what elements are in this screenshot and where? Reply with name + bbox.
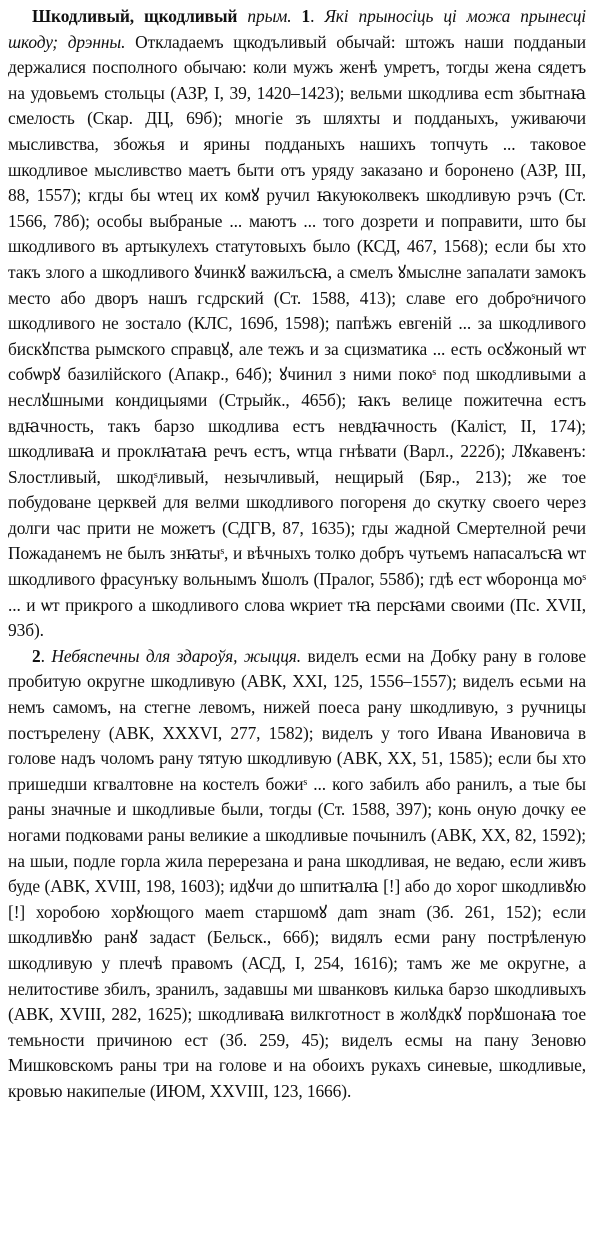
sense-definition-2: Небяспечны для здароўя, жыцця.: [51, 645, 302, 666]
sense-number-2: 2: [32, 645, 41, 666]
sense-number-1: 1: [301, 6, 311, 26]
sense-citations-2: виделъ есми на Добку рану в голове пробитую округне шкодливую (АВК, XXI, 125, 1556–1557); виделъ есьми на немъ самомъ, на стегне левомъ, нижей поеса рану шкодливую, з ручницы постърелену (АВК, XXXVI, 277, 1582); виделъ у того Ивана Ивановича в голове надъ чоломъ рану тятую шкодливую (АВК, XX, 51, 1585); если бы хто пришедши кгвалтовне на костелъ божиˢ ... кого забилъ або ранилъ, а тые бы раны значные и шкодливые были, тогды (Ст. 1588, 397); конь оную дочку ее ногами подковами раны великие а шкодливые почынилъ (АВК, XX, 82, 1592); на шыи, подле горла жила перерезана и рана шкодливая, не ведаю, если живъ буде (АВК, XVIII, 198, 1603); идꙋчи до шпитꙗлꙗ [!] або до хорог шкодливꙋю [!] хоробою хорꙋющого маеm старшомꙋ даm знаm (Зб. 261, 152); если шкодливꙋю ранꙋ задаст (Бельск., 66б); видялъ есми рану пострѣленую шкодливую у плечѣ правомъ (АСД, I, 254, 1616); тамъ же ме округне, а нелитостиве збилъ, зранилъ, задавшы ми шванковъ килька барзо шкодливыхъ (АВК, XVIII, 282, 1625); шкодливаꙗ вилкготност в жолꙋдкꙋ порꙋшонаꙗ тое темьности причиною ест (Зб. 259, 45); виделъ есмы на пану Зеновю Мишковскомъ раны три на голове и на обоихъ рукахъ синевые, шкодливые, кровью накипелые (ИЮМ, XXVIII, 123, 1666).: [8, 645, 586, 1101]
entry-sense-1: Шкодливый, щкодливый прым. 1. Якi прыносiць цi можа прынесцi шкоду; дрэнны. Откладаемъ щкодъливый обычай: штожъ наши подданыи держалися посполного обычаю: коли мужъ женѣ умретъ, тогды жена сядетъ на удовьемъ стольцы (АЗР, I, 39, 1420–1423); вельми шкодлива есm збытнаꙗ смелость (Скар. ДЦ, 69б); многiе зъ шляхты и подданыхъ, уживаючи мысливства, збожья и ярины подданыхъ нашихъ топчуть ... таковое шкодливое мысливство маетъ быти отъ уряду заказано и боронено (АЗР, III, 88, 1557); кгды бы ѡтец их комꙋ ручил ꙗкуюколвекъ шкодливую рэчъ (Ст. 1566, 78б); особы выбраные ... маютъ ... того дозрети и поправити, што бы шкодливого въ артыкулехъ статутовыхъ было (КСД, 467, 1568); если бы хто такъ злого а шкодливого ꙋчинкꙋ важилъсꙗ, а смелъ ꙋмыслне запалати замокъ место або дворъ нашъ гсдрский (Ст. 1588, 413); славе его доброˢничого шкодливого не зостало (КЛС, 169б, 1598); папѣжъ евгенiй ... за шкодливого бискꙋпства рымского справцꙋ, але тежъ и за сцизматика ... есть осꙋжоный ѡт собѡрꙋ базилiйского (Апакр., 64б); ꙋчинил з ними покоˢ под шкодливыми а неслꙋшными кондицыями (Стрыйк., 465б); ꙗкъ велице пожитечна естъ вдꙗчность, такъ барзо шкодлива естъ невдꙗчность (Калiст, II, 174); шкодливаꙗ и проклꙗтаꙗ речъ естъ, ѡтца гнѣвати (Варл., 222б); Лꙋкавенъ: Ѕлостливый, шкодˢливый, незычливый, нещирый (Бяр., 213); же тое побудоване церквей для велми шкодливого погореня до скутку своего через долги час прити не можетъ (СДГВ, 87, 1635); гды жадной Смертелной речи Пожаданемъ не былъ знꙗтыˢ, и вѣчныхъ толко добръ чутьемъ напасалъсꙗ ѡт шкодливого фрасунъку вольнымъ ꙋшолъ (Пралог, 558б); гдѣ ест ѡборонца моˢ ... и ѡт прикрого а шкодливого слова ѡкриет тꙗ персꙗми своими (Пс. XVII, 93б).: [8, 6, 587, 641]
sense-definition-1: Якi прыносiць цi можа прынесцi шкоду; дрэнны.: [8, 6, 587, 52]
entry-sense-2: 2. Небяспечны для здароўя, жыцця. виделъ есми на Добку рану в голове пробитую округне шкодливую (АВК, XXI, 125, 1556–1557); виделъ есьми на немъ самомъ, на стегне левомъ, нижей поеса рану шкодливую, з ручницы постърелену (АВК, XXXVI, 277, 1582); виделъ у того Ивана Ивановича в голове надъ чоломъ рану тятую шкодливую (АВК, XX, 51, 1585); если бы хто пришедши кгвалтовне на костелъ божиˢ ... кого забилъ або ранилъ, а тые бы раны значные и шкодливые были, тогды (Ст. 1588, 397); конь оную дочку ее ногами подковами раны великие а шкодливые почынилъ (АВК, XX, 82, 1592); на шыи, подле горла жила перерезана и рана шкодливая, не ведаю, если живъ буде (АВК, XVIII, 198, 1603); идꙋчи до шпитꙗлꙗ [!] або до хорог шкодливꙋю [!] хоробою хорꙋющого маеm старшомꙋ даm знаm (Зб. 261, 152); если шкодливꙋю ранꙋ задаст (Бельск., 66б); видялъ есми рану пострѣленую шкодливую у плечѣ правомъ (АСД, I, 254, 1616); тамъ же ме округне, а нелитостиве збилъ, зранилъ, задавшы ми шванковъ килька барзо шкодливыхъ (АВК, XVIII, 282, 1625); шкодливаꙗ вилкготност в жолꙋдкꙋ порꙋшонаꙗ тое темьности причиною ест (Зб. 259, 45); виделъ есмы на пану Зеновю Мишковскомъ раны три на голове и на обоихъ рукахъ синевые, шкодливые, кровью накипелые (ИЮМ, XXVIII, 123, 1666).: [8, 645, 586, 1101]
headword: Шкодливый, щкодливый: [32, 6, 238, 26]
sense-citations-1: Откладаемъ щкодъливый обычай: штожъ наши подданыи держалися посполного обычаю: коли мужъ женѣ умретъ, тогды жена сядетъ на удовьемъ стольцы (АЗР, I, 39, 1420–1423); вельми шкодлива есm збытнаꙗ смелость (Скар. ДЦ, 69б); многiе зъ шляхты и подданыхъ, уживаючи мысливства, збожья и ярины подданыхъ нашихъ топчуть ... таковое шкодливое мысливство маетъ быти отъ уряду заказано и боронено (АЗР, III, 88, 1557); кгды бы ѡтец их комꙋ ручил ꙗкуюколвекъ шкодливую рэчъ (Ст. 1566, 78б); особы выбраные ... маютъ ... того дозрети и поправити, што бы шкодливого въ артыкулехъ статутовыхъ было (КСД, 467, 1568); если бы хто такъ злого а шкодливого ꙋчинкꙋ важилъсꙗ, а смелъ ꙋмыслне запалати замокъ место або дворъ нашъ гсдрский (Ст. 1588, 413); славе его доброˢничого шкодливого не зостало (КЛС, 169б, 1598); папѣжъ евгенiй ... за шкодливого бискꙋпства рымского справцꙋ, але тежъ и за сцизматика ... есть осꙋжоный ѡт собѡрꙋ базилiйского (Апакр., 64б); ꙋчинил з ними покоˢ под шкодливыми а неслꙋшными кондицыями (Стрыйк., 465б); ꙗкъ велице пожитечна естъ вдꙗчность, такъ барзо шкодлива естъ невдꙗчность (Калiст, II, 174); шкодливаꙗ и проклꙗтаꙗ речъ естъ, ѡтца гнѣвати (Варл., 222б); Лꙋкавенъ: Ѕлостливый, шкодˢливый, незычливый, нещирый (Бяр., 213); же тое побудоване церквей для велми шкодливого погореня до скутку своего через долги час прити не можетъ (СДГВ, 87, 1635); гды жадной Смертелной речи Пожаданемъ не былъ знꙗтыˢ, и вѣчныхъ толко добръ чутьемъ напасалъсꙗ ѡт шкодливого фрасунъку вольнымъ ꙋшолъ (Пралог, 558б); гдѣ ест ѡборонца моˢ ... и ѡт прикрого а шкодливого слова ѡкриет тꙗ персꙗми своими (Пс. XVII, 93б).: [8, 31, 586, 641]
part-of-speech: прым.: [247, 6, 292, 26]
